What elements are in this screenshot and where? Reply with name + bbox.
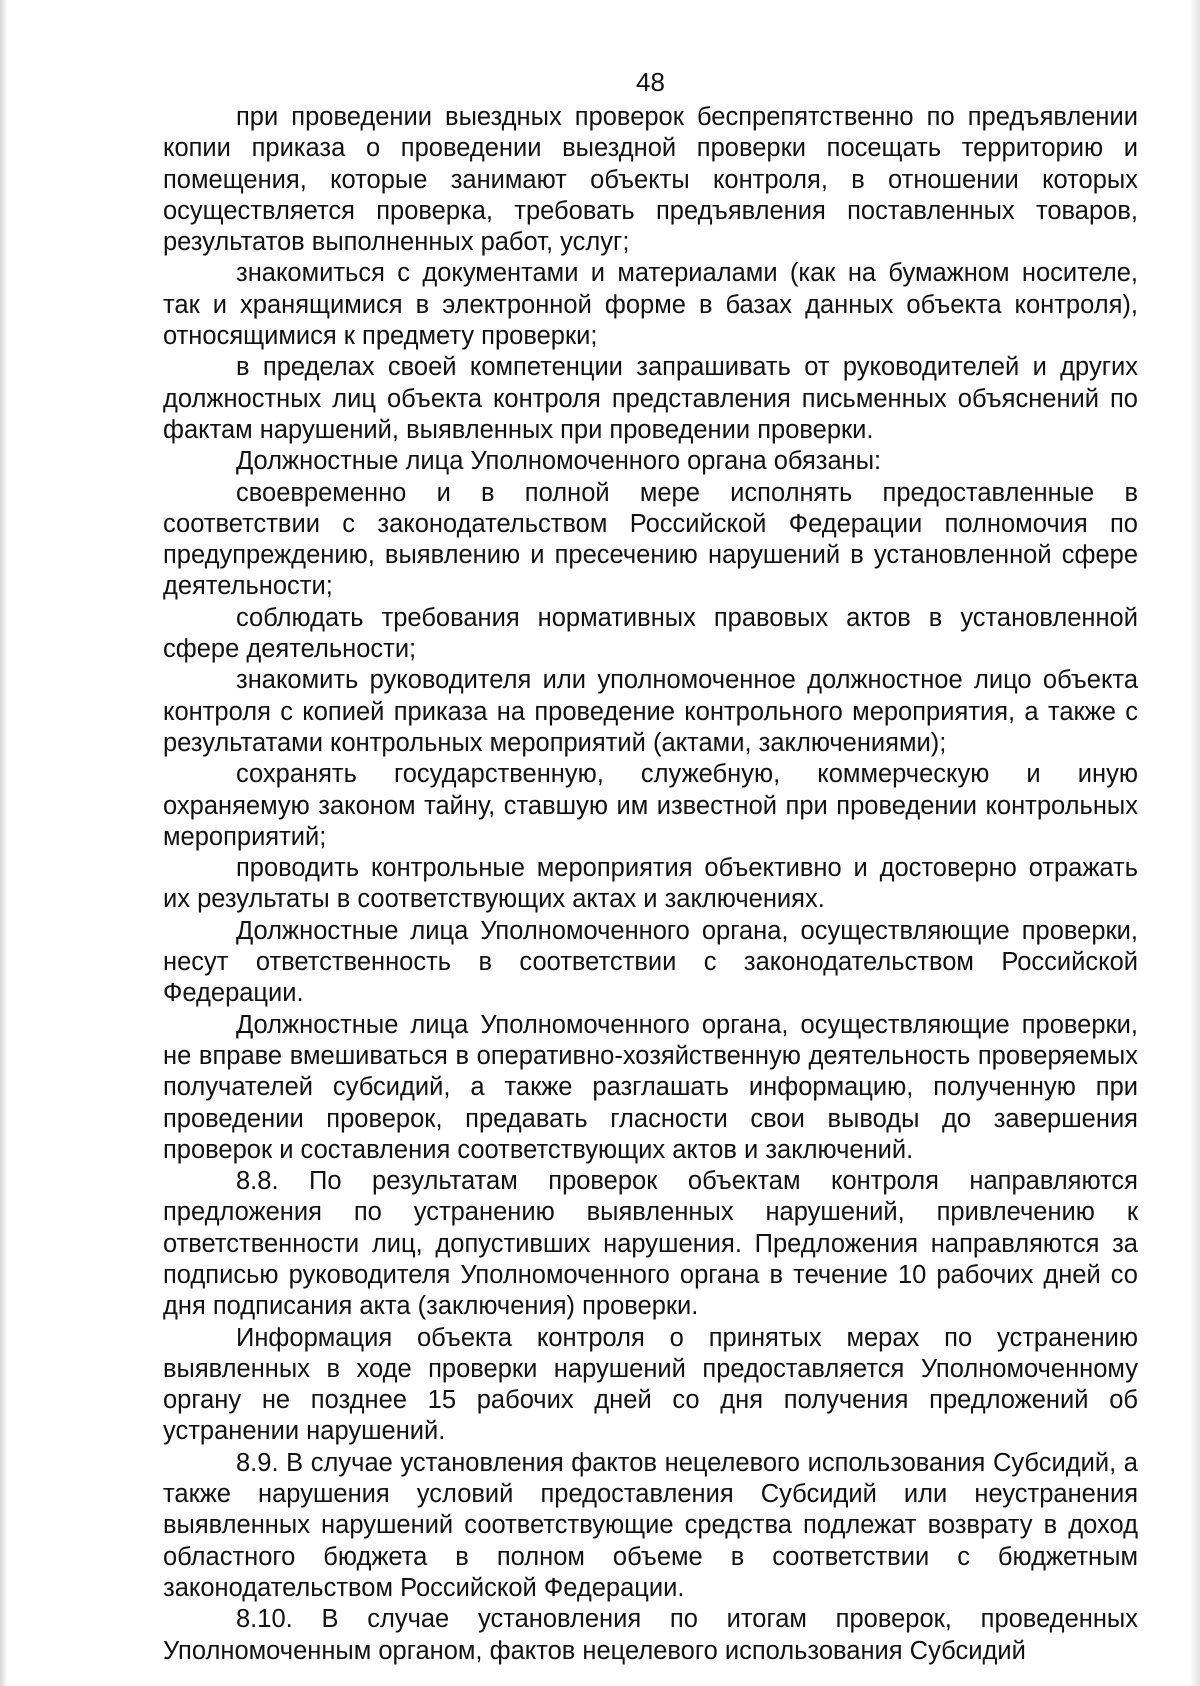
paragraph-documents: знакомиться с документами и материалами (как на бумажном носителе, так и хранящимися в электронной форме в базах данных объекта контроля), относящимися к предмету проверки; — [163, 259, 1138, 351]
paragraph-8-10: 8.10. В случае установления по итогам проверок, проведенных Уполномоченным органом, фактов нецелевого использования Субсидий — [163, 1605, 1138, 1665]
paragraph-duties-secrecy: сохранять государственную, служебную, коммерческую и иную охраняемую законом тайну, ставшую им известной при проведении контрольных мероприятий; — [163, 760, 1138, 851]
page-number: 48 — [636, 67, 665, 97]
paragraph-8-9: 8.9. В случае установления фактов нецелевого использования Субсидий, а также нарушения условий предоставления Субсидий или неустранения выявленных нарушений соответствующие средства подлежат возврату в доход областного бюджета в полном объеме в соответствии с бюджетным законодательством Российской Федерации. — [163, 1448, 1138, 1602]
document-page — [163, 66, 1138, 1667]
scan-edge-left — [0, 0, 8, 1686]
paragraph-explanations: в пределах своей компетенции запрашивать от руководителей и других должностных лиц объекта контроля представления письменных объяснений по фактам нарушений, выявленных при проведении проверки. — [163, 353, 1138, 444]
paragraph-duties-requirements: соблюдать требования нормативных правовых актов в установленной сфере деятельности; — [163, 603, 1138, 664]
paragraph-duties-powers: своевременно и в полной мере исполнять предоставленные в соответствии с законодательством Российской Федерации полномочия по предупреждению, выявлению и пресечению нарушений в установленной сфере деятельности; — [163, 478, 1138, 601]
paragraph-8-8: 8.8. По результатам проверок объектам контроля направляются предложения по устранению выявленных нарушений, привлечению к ответственности лиц, допустивших нарушения. Предложения направляются за подписью руководителя Уполномоченного органа в течение 10 рабочих дней со дня подписания акта (заключения) проверки. — [163, 1167, 1138, 1321]
paragraph-prohibitions: Должностные лица Уполномоченного органа, осуществляющие проверки, не вправе вмешиваться в оперативно-хозяйственную деятельность проверяемых получателей субсидий, а также разглашать информацию, полученную при проведении проверок, предавать гласности свои выводы до завершения проверок и составления соответствующих актов и заключений. — [163, 1010, 1138, 1164]
scan-edge-right — [1190, 0, 1200, 1686]
paragraph-inspection-access: при проведении выездных проверок беспрепятственно по предъявлении копии приказа о проведении выездной проверки посещать территорию и помещения, которые занимают объекты контроля, в отношении которых осуществляется проверка, требовать предъявления поставленных товаров, результатов выполненных работ, услуг; — [163, 103, 1138, 257]
paragraph-duties-objectivity: проводить контрольные мероприятия объективно и достоверно отражать их результаты в соответствующих актах и заключениях. — [163, 854, 1138, 914]
paragraph-responsibility: Должностные лица Уполномоченного органа, осуществляющие проверки, несут ответственность в соответствии с законодательством Российской Федерации. — [163, 916, 1138, 1008]
paragraph-duties-notify: знакомить руководителя или уполномоченное должностное лицо объекта контроля с копией приказа на проведение контрольного мероприятия, а также с результатами контрольных мероприятий (актами, заключениями); — [163, 666, 1138, 757]
paragraph-measures-info: Информация объекта контроля о принятых мерах по устранению выявленных в ходе проверки нарушений предоставляется Уполномоченному органу не позднее 15 рабочих дней со дня получения предложений об устранении нарушений. — [163, 1323, 1138, 1446]
paragraph-obligations-heading: Должностные лица Уполномоченного органа обязаны: — [236, 447, 882, 476]
